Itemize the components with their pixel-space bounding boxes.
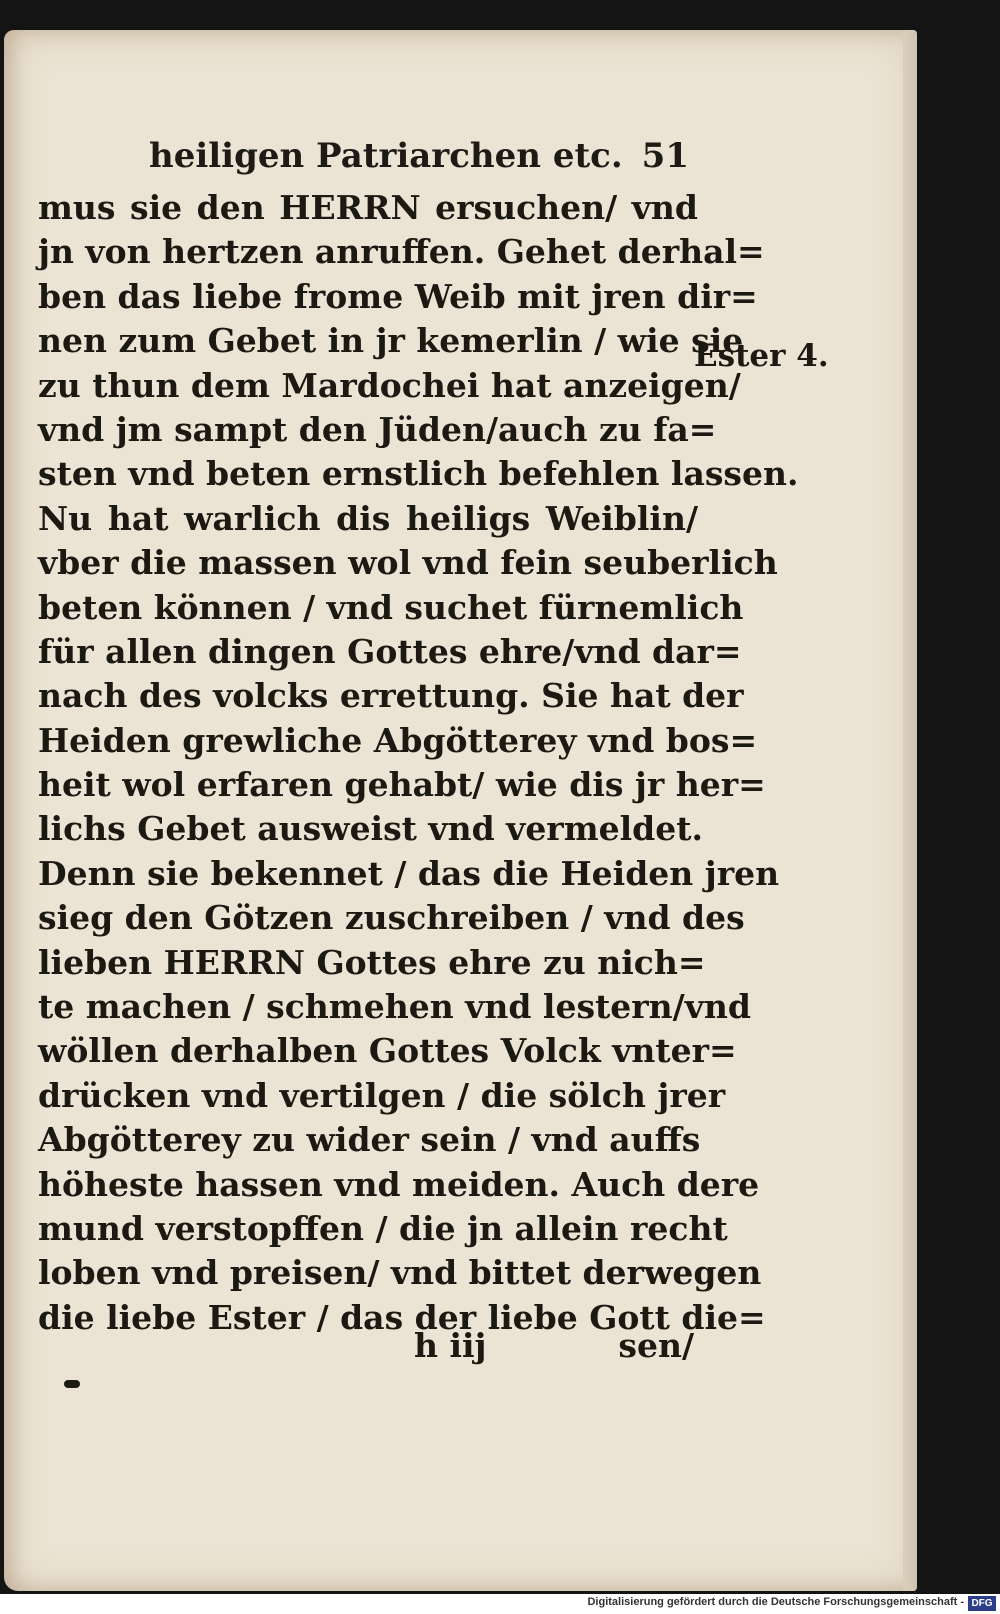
text-line: sieg den Götzen zuschreiben / vnd des bbox=[38, 898, 745, 938]
text-line: sten vnd beten ernstlich befehlen lassen. bbox=[38, 454, 799, 494]
running-title: heiligen Patriarchen etc. bbox=[149, 136, 623, 176]
text-line: Denn sie bekennet / das die Heiden jren bbox=[38, 853, 780, 893]
text-line: nen zum Gebet in jr kemerlin / wie sie bbox=[38, 321, 744, 361]
text-line: zu thun dem Mardochei hat anzeigen/ bbox=[38, 365, 741, 405]
text-line: Nu hat warlich dis heiligs Weiblin/ bbox=[38, 498, 698, 538]
catchword: sen/ bbox=[618, 1326, 694, 1365]
text-line: ben das liebe frome Weib mit jren dir= bbox=[38, 276, 758, 316]
text-line: höheste hassen vnd meiden. Auch dere bbox=[38, 1164, 760, 1204]
text-line: vber die massen wol vnd fein seuberlich bbox=[38, 543, 778, 583]
text-line: mund verstopffen / die jn allein recht bbox=[38, 1208, 728, 1248]
book-page bbox=[4, 30, 917, 1591]
text-line: lichs Gebet ausweist vnd vermeldet. bbox=[38, 809, 703, 849]
page-edge bbox=[903, 30, 917, 1591]
page-footer bbox=[414, 1326, 694, 1376]
dfg-credit-text: Digitalisierung gefördert durch die Deutsche Forschungsgemeinschaft - bbox=[587, 1596, 964, 1608]
page-number: 51 bbox=[641, 136, 689, 176]
text-line: loben vnd preisen/ vnd bittet derwegen bbox=[38, 1253, 762, 1293]
digitization-credit-bar bbox=[0, 1594, 1000, 1614]
ink-mark bbox=[64, 1380, 80, 1388]
text-line: die liebe Ester / das der liebe Gott die= bbox=[38, 1297, 766, 1337]
text-line: wöllen derhalben Gottes Volck vnter= bbox=[38, 1031, 737, 1071]
text-line: vnd jm sampt den Jüden/auch zu fa= bbox=[38, 409, 717, 449]
text-line: beten können / vnd suchet fürnemlich bbox=[38, 587, 744, 627]
text-line: jn von hertzen anruffen. Gehet derhal= bbox=[38, 232, 765, 272]
signature-mark: h iij bbox=[414, 1326, 487, 1365]
text-line: lieben HERRN Gottes ehre zu nich= bbox=[38, 942, 706, 982]
text-line: für allen dingen Gottes ehre/vnd dar= bbox=[38, 631, 742, 671]
text-line: heit wol erfaren gehabt/ wie dis jr her= bbox=[38, 765, 766, 805]
dfg-logo-icon: DFG bbox=[968, 1596, 996, 1611]
text-line: drücken vnd vertilgen / die sölch jrer bbox=[38, 1075, 726, 1115]
text-line: nach des volcks errettung. Sie hat der bbox=[38, 676, 744, 716]
text-line: mus sie den HERRN ersuchen/ vnd bbox=[38, 188, 698, 227]
page-header bbox=[149, 130, 689, 180]
text-line: te machen / schmehen vnd lestern/vnd bbox=[38, 987, 751, 1027]
text-line: Heiden grewliche Abgötterey vnd bos= bbox=[38, 720, 758, 760]
margin-note: Ester 4. bbox=[694, 338, 829, 374]
text-line: Abgötterey zu wider sein / vnd auffs bbox=[38, 1120, 701, 1160]
